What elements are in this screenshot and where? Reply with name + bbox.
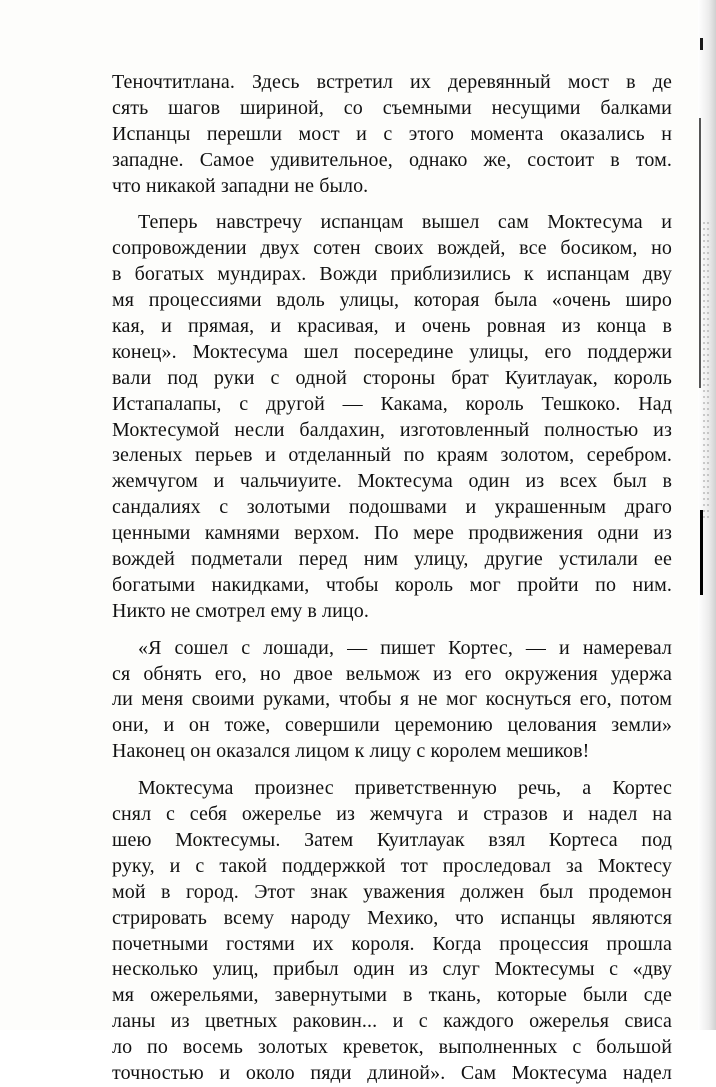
text-line: кая, и прямая, и красивая, и очень ровная из конца в <box>112 315 672 338</box>
text-line: сять шагов шириной, со съемными несущими балками <box>112 96 672 119</box>
text-line: Истапалапы, с другой — Какама, король Тешкоко. Над <box>112 392 672 415</box>
text-line: они, и он тоже, совершили церемонию целования земли» <box>112 714 672 737</box>
text-line: ло по восемь золотых креветок, выполненных с большой <box>112 1036 672 1059</box>
text-line: мя процессиями вдоль улицы, которая была «очень широ <box>112 289 672 312</box>
text-line: Испанцы перешли мост и с этого момента оказались н <box>112 122 672 145</box>
text-line: мя ожерельями, завернутыми в ткань, которые были сде <box>112 984 672 1007</box>
scan-artifact <box>699 118 701 388</box>
text-line: мой в город. Этот знак уважения должен был продемон <box>112 880 672 903</box>
scan-artifact <box>700 510 703 595</box>
text-line: жемчугом и чальчиуите. Моктесума один из всех был в <box>112 470 672 493</box>
page-body-text <box>112 70 672 1087</box>
text-line: руку, и с такой поддержкой тот проследовал за Моктесу <box>112 854 672 877</box>
text-line: Теночтитлана. Здесь встретил их деревянный мост в де <box>112 71 672 93</box>
text-line: стрировать всему народу Мехико, что испанцы являются <box>112 906 672 929</box>
paragraph-spacing <box>112 765 672 776</box>
text-line: вали под руки с одной стороны брат Куитлауак, король <box>112 366 672 389</box>
paragraph-spacing <box>112 625 672 636</box>
text-line: в богатых мундирах. Вожди приблизились к испанцам дву <box>112 263 672 286</box>
text-line: зеленых перьев и отделанный по краям золотом, серебром. <box>112 444 672 467</box>
text-line: снял с себя ожерелье из жемчуга и стразов и надел на <box>112 803 672 826</box>
text-line: точностью и около пяди длиной». Сам Моктесума надел <box>112 1061 672 1084</box>
text-line: Моктесума произнес приветственную речь, а Кортес <box>138 777 672 800</box>
paragraph-spacing <box>112 199 672 210</box>
text-line: несколько улиц, прибыл один из слуг Моктесумы с «дву <box>112 958 672 981</box>
text-line: Никто не смотрел ему в лицо. <box>112 599 369 622</box>
text-line: почетными гостями их короля. Когда процессия прошла <box>112 932 672 955</box>
text-line: что никакой западни не было. <box>112 174 369 197</box>
text-line: сопровождении двух сотен своих вождей, все босиком, но <box>112 237 672 260</box>
text-line: конец». Моктесума шел посередине улицы, его поддержи <box>112 340 672 363</box>
text-line: вождей подметали перед ним улицу, другие устилали ее <box>112 548 672 571</box>
text-line: шею Моктесумы. Затем Куитлауак взял Кортеса под <box>112 828 672 851</box>
text-line: ценными камнями верхом. По мере продвижения одни из <box>112 522 672 545</box>
text-line: ланы из цветных раковин... и с каждого ожерелья свиса <box>112 1010 672 1033</box>
scan-artifact <box>700 38 703 50</box>
text-line: «Я сошел с лошади, — пишет Кортес, — и намеревал <box>138 636 672 659</box>
text-line: ся обнять его, но двое вельмож из его окружения удержа <box>112 662 672 685</box>
text-line: Теперь навстречу испанцам вышел сам Моктесума и <box>138 211 672 234</box>
text-line: ли меня своими руками, чтобы я не мог коснуться его, потом <box>112 688 672 711</box>
text-line: Наконец он оказался лицом к лицу с королем мешиков! <box>112 740 590 763</box>
text-line: Моктесумой несли балдахин, изготовленный полностью из <box>112 418 672 441</box>
scan-noise <box>702 220 710 520</box>
text-line: богатыми накидками, чтобы король мог пройти по ним. <box>112 573 672 596</box>
text-line: сандалиях с золотыми подошвами и украшенным драго <box>112 496 672 519</box>
text-line: западне. Самое удивительное, однако же, состоит в том. <box>112 148 672 171</box>
